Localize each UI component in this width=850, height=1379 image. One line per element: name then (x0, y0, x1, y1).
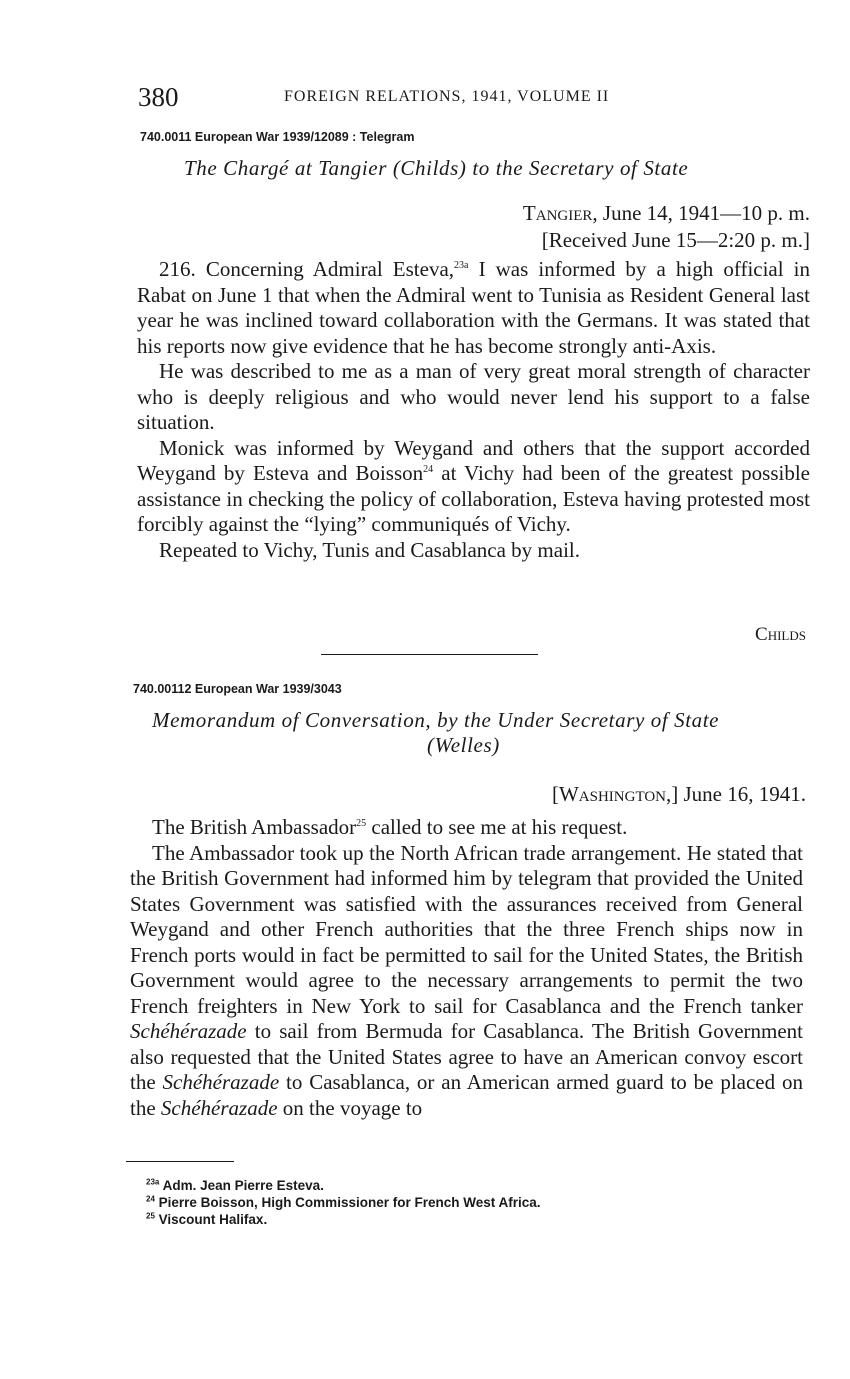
doc2-title-line-1: Memorandum of Conversation, by the Under Secretary of State (152, 708, 720, 732)
footnotes (146, 1177, 541, 1228)
footnote-23a: $^{23a}$ Adm. Jean Pierre Esteva. (146, 1177, 324, 1193)
doc1-signature: Childs (755, 624, 806, 645)
doc2-dateline (552, 782, 806, 807)
section-divider (321, 654, 538, 655)
footnote-ref-23a: 23a (454, 260, 469, 271)
doc1-paragraph-2: He was described to me as a man of very great moral strength of character who is deeply religious and who would never lend his support to a false situation. (137, 359, 810, 434)
doc2-body (130, 815, 803, 1121)
doc1-paragraph-4: Repeated to Vichy, Tunis and Casablanca by mail. (159, 537, 581, 562)
footnote-24: $^{24}$ Pierre Boisson, High Commissioner for French West Africa. (146, 1194, 541, 1210)
running-title: FOREIGN RELATIONS, 1941, VOLUME II (284, 88, 610, 105)
doc2-title-line-2: (Welles) (427, 733, 500, 757)
doc2-paragraph-1: The British Ambassador$^{25}$ called to see me at his request. (152, 815, 628, 839)
doc1-received: [Received June 15—2:20 p. m.] (541, 228, 810, 252)
doc2-paragraph-2: The Ambassador took up the North African trade arrangement. He stated that the British Government had informed him by telegram that provided the United States Government was satisfied with the assurances received from General Weygand and other French authorities that the three French ships now in French ports would in fact be permitted to sail for the United States, the British Government would agree to the necessary arrangements to permit the two French freighters in New York to sail for Casablanca and the French tanker Schéhérazade to sail from Bermuda for Casablanca. The British Government also requested that the United States agree to have an American convoy escort the Schéhérazade to Casablanca, or an American armed guard to be placed on the Schéhérazade on the voyage to (130, 840, 803, 1120)
doc1-file-reference: 740.0011 European War 1939/12089 : Telegram (140, 130, 415, 144)
page-number: 380 (138, 82, 179, 112)
doc1-paragraph-1: 216. Concerning Admiral Esteva,$^{23a}$ I was informed by a high official in Rabat on June 1 that when the Admiral went to Tunisia as Resident General last year he was inclined toward collaboration with the Germans. It was stated that his reports now give evidence that he has become strongly anti-Axis. (137, 257, 811, 358)
doc2-date: June 16, 1941. (678, 782, 806, 806)
ship-name: Schéhérazade (130, 1019, 247, 1043)
doc2-file-reference: 740.00112 European War 1939/3043 (133, 682, 342, 696)
doc1-body (137, 257, 810, 563)
doc2-place: [Washington,] (551, 782, 679, 806)
doc1-paragraph-3: Monick was informed by Weygand and others that the support accorded Weygand by Esteva and Boisson$^{24}$ at Vichy had been of the greatest possible assistance in checking the policy of collaboration, Esteva having protested most forcibly against the “lying” communiqués of Vichy. (137, 435, 811, 536)
doc1-place: Tangier, (522, 201, 598, 225)
footnote-ref-24: 24 (423, 464, 434, 475)
footnote-25: $^{25}$ Viscount Halifax. (146, 1211, 268, 1227)
doc1-date: June 14, 1941—10 p. m. (597, 201, 810, 225)
doc1-title: The Chargé at Tangier (Childs) to the Secretary of State (184, 156, 689, 180)
footnote-ref-25: 25 (356, 818, 367, 829)
footnote-rule (126, 1161, 234, 1162)
ship-name: Schéhérazade (162, 1070, 280, 1094)
ship-name: Schéhérazade (160, 1095, 278, 1120)
doc1-dateline (523, 201, 810, 226)
